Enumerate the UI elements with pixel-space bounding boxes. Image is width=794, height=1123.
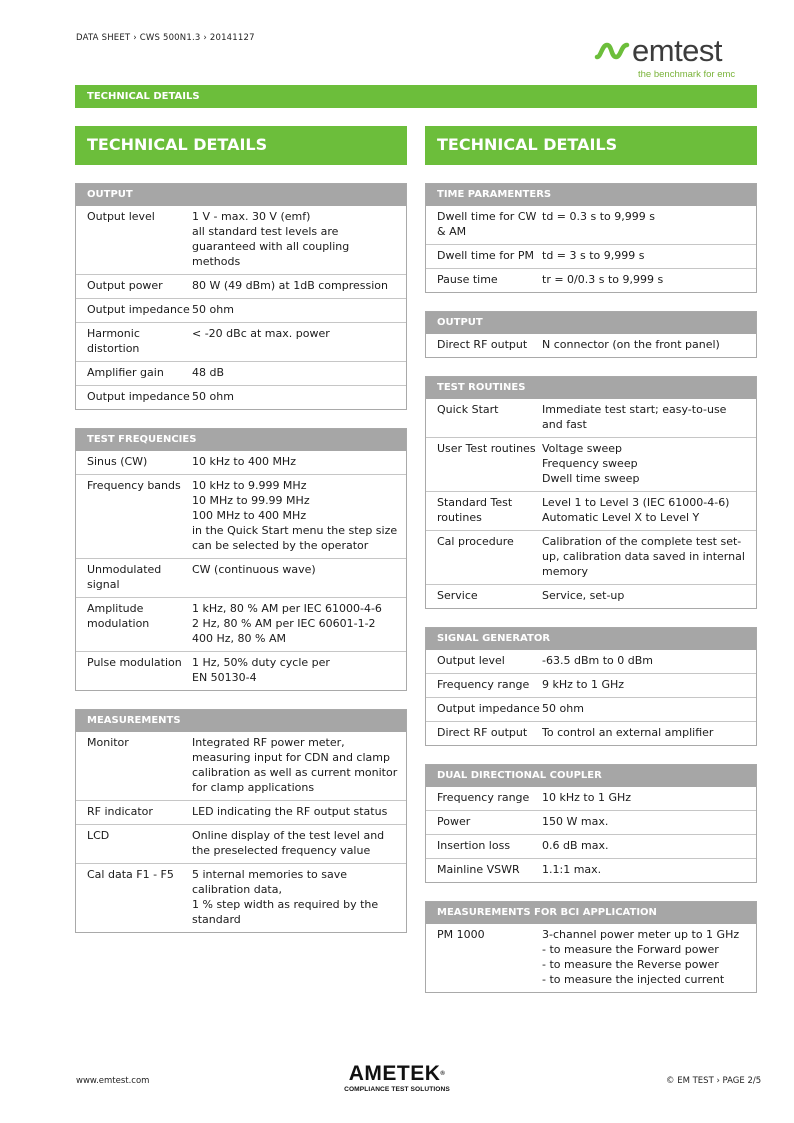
spec-row [76,385,406,409]
spec-label: Insertion loss [437,839,511,852]
spec-label: Output impedance [87,303,190,316]
spec-value: Calibration of the complete test set-up, calibration data saved in internal memory [542,535,745,578]
spec-table-body [426,650,756,745]
emtest-logo [594,34,756,84]
logo-wordmark: emtest [632,33,723,68]
spec-table [75,183,407,410]
spec-row [426,530,756,584]
spec-value: 150 W max. [542,815,609,828]
spec-label: Sinus (CW) [87,455,148,468]
spec-row [76,863,406,932]
spec-table-title: MEASUREMENTS FOR BCI APPLICATION [426,902,756,924]
spec-row [76,298,406,322]
spec-value: td = 3 s to 9,999 s [542,249,645,262]
spec-label: Amplitude modulation [87,602,150,630]
spec-value: 1 V - max. 30 V (emf) all standard test levels are guaranteed with all coupling methods [192,210,350,268]
footer-page-number: © EM TEST › PAGE 2/5 [666,1076,762,1086]
spec-value: Voltage sweep Frequency sweep Dwell time sweep [542,442,640,485]
spec-row [426,491,756,530]
spec-row [426,834,756,858]
breadcrumb: DATA SHEET › CWS 500N1.3 › 20141127 [76,33,255,43]
spec-label: Direct RF output [437,726,528,739]
spec-label: Frequency range [437,791,530,804]
spec-value: Immediate test start; easy-to-use and fast [542,403,727,431]
spec-value: 50 ohm [192,303,234,316]
spec-label: Cal data F1 - F5 [87,868,174,881]
spec-table [425,627,757,746]
spec-row [426,650,756,673]
spec-table-title: TEST ROUTINES [426,377,756,399]
spec-table-title: TEST FREQUENCIES [76,429,406,451]
spec-label: Pulse modulation [87,656,182,669]
spec-value: tr = 0/0.3 s to 9,999 s [542,273,664,286]
spec-table-body [426,399,756,608]
spec-row [76,651,406,690]
spec-value: 10 kHz to 9.999 MHz 10 MHz to 99.99 MHz 100 MHz to 400 MHz in the Quick Start menu the step size can be selected by the operator [192,479,398,552]
spec-label: Output level [87,210,155,223]
ametek-wordmark [327,1064,467,1084]
emtest-wave-icon [594,40,630,62]
spec-label: Frequency range [437,678,530,691]
section-title-bar: TECHNICAL DETAILS [75,85,757,108]
spec-table [425,901,757,993]
spec-label: Monitor [87,736,129,749]
spec-label: Standard Test routines [437,496,513,524]
spec-value: 1.1:1 max. [542,863,602,876]
spec-table-body [426,206,756,292]
ametek-logo [327,1064,467,1093]
spec-label: Dwell time for PM [437,249,534,262]
spec-table-body [426,334,756,357]
spec-label: Service [437,589,478,602]
spec-table-title: MEASUREMENTS [76,710,406,732]
spec-table-body [76,451,406,690]
spec-table-title: DUAL DIRECTIONAL COUPLER [426,765,756,787]
spec-label: Quick Start [437,403,499,416]
spec-value: 80 W (49 dBm) at 1dB compression [192,279,389,292]
spec-value: 5 internal memories to save calibration data, 1 % step width as required by the standard [192,868,379,926]
left-column [75,126,407,933]
spec-row [426,787,756,810]
spec-table [425,311,757,358]
spec-value: CW (continuous wave) [192,563,316,576]
spec-row [76,274,406,298]
spec-label: Dwell time for CW & AM [437,210,537,238]
spec-label: Output impedance [87,390,190,403]
spec-row [76,322,406,361]
right-tables [425,183,757,993]
spec-value: td = 0.3 s to 9,999 s [542,210,655,223]
spec-value: 1 Hz, 50% duty cycle per EN 50130-4 [192,656,330,684]
logo-tagline: the benchmark for emc [638,69,736,80]
spec-table-body [426,787,756,882]
spec-table-body [76,732,406,932]
spec-table-body [76,206,406,409]
spec-label: User Test routines [437,442,536,455]
ametek-brand: AMETEK [348,1062,441,1085]
ametek-registered-mark: ® [440,1071,446,1077]
spec-row [426,399,756,437]
spec-value: 9 kHz to 1 GHz [542,678,625,691]
spec-row [76,800,406,824]
spec-label: LCD [87,829,110,842]
spec-label: PM 1000 [437,928,485,941]
spec-row [426,334,756,357]
footer-url: www.emtest.com [76,1076,150,1086]
ametek-subline: COMPLIANCE TEST SOLUTIONS [344,1086,450,1093]
spec-value: Integrated RF power meter, measuring input for CDN and clamp calibration as well as current monitor for clamp applications [192,736,398,794]
spec-row [426,244,756,268]
spec-table [425,764,757,883]
spec-value: 10 kHz to 1 GHz [542,791,632,804]
spec-value: 50 ohm [192,390,234,403]
spec-label: Output power [87,279,163,292]
spec-table [425,376,757,609]
spec-label: Harmonic distortion [87,327,140,355]
spec-row [426,858,756,882]
spec-row [426,206,756,244]
spec-value: LED indicating the RF output status [192,805,388,818]
spec-value: N connector (on the front panel) [542,338,720,351]
spec-row [76,451,406,474]
spec-table [75,709,407,933]
left-column-heading: TECHNICAL DETAILS [75,126,407,165]
spec-row [426,437,756,491]
spec-row [426,673,756,697]
spec-table-title: OUTPUT [76,184,406,206]
right-column-heading: TECHNICAL DETAILS [425,126,757,165]
spec-label: Mainline VSWR [437,863,520,876]
spec-row [426,584,756,608]
spec-label: Output level [437,654,505,667]
spec-value: 3-channel power meter up to 1 GHz - to measure the Forward power - to measure the Reverse power - to measure the injected current [542,928,740,986]
spec-row [426,721,756,745]
spec-label: Output impedance [437,702,540,715]
spec-row [76,558,406,597]
spec-value: 50 ohm [542,702,584,715]
spec-value: < -20 dBc at max. power [192,327,330,340]
spec-label: Unmodulated signal [87,563,162,591]
spec-row [426,924,756,992]
spec-row [76,597,406,651]
spec-value: -63.5 dBm to 0 dBm [542,654,653,667]
spec-table-title: OUTPUT [426,312,756,334]
spec-label: Power [437,815,471,828]
spec-label: RF indicator [87,805,153,818]
spec-label: Direct RF output [437,338,528,351]
spec-value: 0.6 dB max. [542,839,609,852]
spec-label: Amplifier gain [87,366,164,379]
spec-row [76,824,406,863]
left-tables [75,183,407,933]
spec-value: 1 kHz, 80 % AM per IEC 61000-4-6 2 Hz, 80 % AM per IEC 60601-1-2 400 Hz, 80 % AM [192,602,382,645]
spec-row [76,732,406,800]
spec-table [75,428,407,691]
spec-row [426,810,756,834]
spec-table-title: SIGNAL GENERATOR [426,628,756,650]
spec-row [76,206,406,274]
spec-row [426,268,756,292]
spec-value: To control an external amplifier [542,726,714,739]
spec-value: Level 1 to Level 3 (IEC 61000-4-6) Automatic Level X to Level Y [542,496,730,524]
spec-table [425,183,757,293]
spec-value: Service, set-up [542,589,625,602]
spec-row [76,474,406,558]
spec-table-body [426,924,756,992]
spec-label: Cal procedure [437,535,514,548]
spec-value: 48 dB [192,366,225,379]
spec-row [426,697,756,721]
spec-table-title: TIME PARAMENTERS [426,184,756,206]
spec-row [76,361,406,385]
spec-label: Frequency bands [87,479,181,492]
right-column [425,126,757,993]
spec-value: 10 kHz to 400 MHz [192,455,296,468]
spec-label: Pause time [437,273,498,286]
spec-value: Online display of the test level and the preselected frequency value [192,829,385,857]
